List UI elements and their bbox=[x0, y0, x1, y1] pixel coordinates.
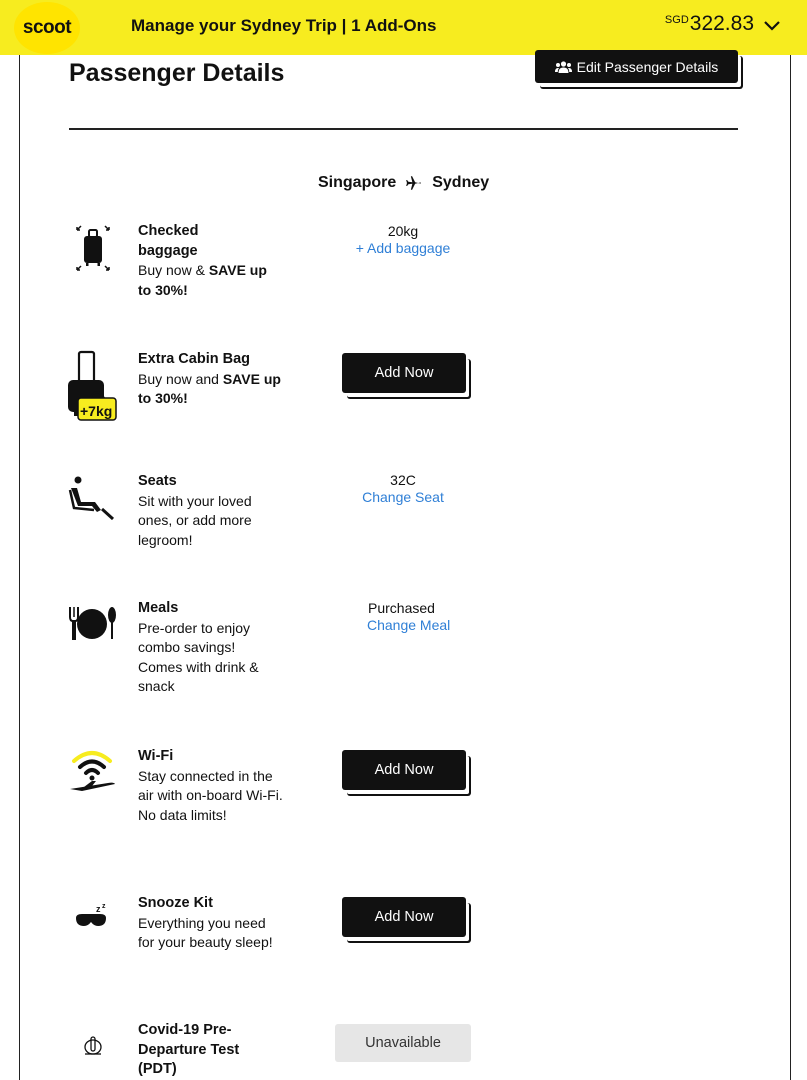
add-baggage-link[interactable]: + Add baggage bbox=[355, 240, 451, 256]
seats-info bbox=[138, 472, 283, 550]
seats-title: Seats bbox=[138, 473, 177, 489]
total-price[interactable] bbox=[665, 12, 754, 36]
plus-7kg-badge: +7kg bbox=[80, 403, 113, 419]
cabin-bag-add-now-button[interactable]: Add Now bbox=[342, 353, 466, 393]
covid-test-unavailable-button: Unavailable bbox=[335, 1024, 471, 1062]
svg-text:z: z bbox=[96, 904, 101, 914]
meals-info bbox=[138, 599, 283, 697]
cabin-bag-icon bbox=[66, 350, 118, 424]
seat-icon bbox=[68, 476, 116, 520]
meals-desc: Pre-order to enjoy combo savings! Comes with drink & snack bbox=[138, 619, 259, 694]
sleep-mask-icon bbox=[74, 902, 112, 930]
change-meal-link[interactable]: Change Meal bbox=[367, 617, 451, 633]
wifi-info bbox=[138, 747, 283, 825]
divider bbox=[69, 128, 738, 130]
wifi-desc: Stay connected in the air with on-board Wi-Fi. No data limits! bbox=[138, 767, 283, 823]
plane-icon bbox=[405, 174, 423, 192]
svg-text:z: z bbox=[102, 903, 106, 910]
seats-status bbox=[333, 472, 473, 506]
route-destination: Sydney bbox=[432, 174, 490, 191]
edit-passenger-details-label: Edit Passenger Details bbox=[576, 58, 719, 75]
checked-baggage-desc: Buy now & bbox=[138, 262, 209, 278]
test-tube-icon bbox=[82, 1035, 104, 1057]
snooze-kit-desc: Everything you need for your beauty sleep! bbox=[138, 914, 273, 950]
price-amount: 322.83 bbox=[689, 12, 754, 35]
seats-desc: Sit with your loved ones, or add more legroom! bbox=[138, 492, 252, 548]
change-seat-link[interactable]: Change Seat bbox=[362, 489, 444, 505]
page-title: Passenger Details bbox=[69, 59, 285, 87]
meals-status bbox=[333, 600, 473, 634]
snooze-kit-title: Snooze Kit bbox=[138, 895, 213, 911]
covid-test-info bbox=[138, 1021, 263, 1080]
cabin-bag-info bbox=[138, 350, 283, 409]
meal-icon bbox=[68, 605, 118, 641]
checked-baggage-value: 20kg bbox=[387, 223, 419, 239]
checked-baggage-icon bbox=[74, 224, 112, 272]
trip-title: Manage your Sydney Trip | 1 Add-Ons bbox=[131, 16, 437, 35]
price-currency: SGD bbox=[664, 14, 689, 26]
route-heading bbox=[318, 174, 489, 192]
scoot-logo[interactable]: scoot bbox=[14, 2, 80, 54]
route-origin: Singapore bbox=[318, 174, 397, 191]
chevron-down-icon[interactable] bbox=[763, 17, 781, 35]
wifi-title: Wi-Fi bbox=[138, 748, 174, 764]
wifi-add-now-button[interactable]: Add Now bbox=[342, 750, 466, 790]
covid-test-title: Covid-19 Pre-Departure Test (PDT) bbox=[138, 1022, 240, 1077]
checked-baggage-status bbox=[333, 223, 473, 257]
cabin-bag-title: Extra Cabin Bag bbox=[138, 351, 250, 367]
checked-baggage-desc-bold: SAVE up to 30%! bbox=[138, 262, 267, 298]
checked-baggage-info bbox=[138, 222, 283, 300]
edit-passenger-details-button[interactable] bbox=[535, 50, 738, 83]
seat-number: 32C bbox=[390, 472, 416, 488]
top-bar bbox=[0, 0, 807, 55]
meals-purchased-status: Purchased bbox=[368, 600, 435, 616]
meals-title: Meals bbox=[138, 600, 179, 616]
cabin-bag-desc-bold: SAVE up to 30%! bbox=[138, 370, 281, 406]
cabin-bag-desc: Buy now and bbox=[138, 370, 223, 387]
snooze-kit-info bbox=[138, 894, 283, 953]
snooze-kit-add-now-button[interactable]: Add Now bbox=[342, 897, 466, 937]
wifi-icon bbox=[68, 749, 118, 795]
checked-baggage-title: Checked baggage bbox=[138, 223, 199, 259]
people-icon bbox=[555, 61, 572, 73]
